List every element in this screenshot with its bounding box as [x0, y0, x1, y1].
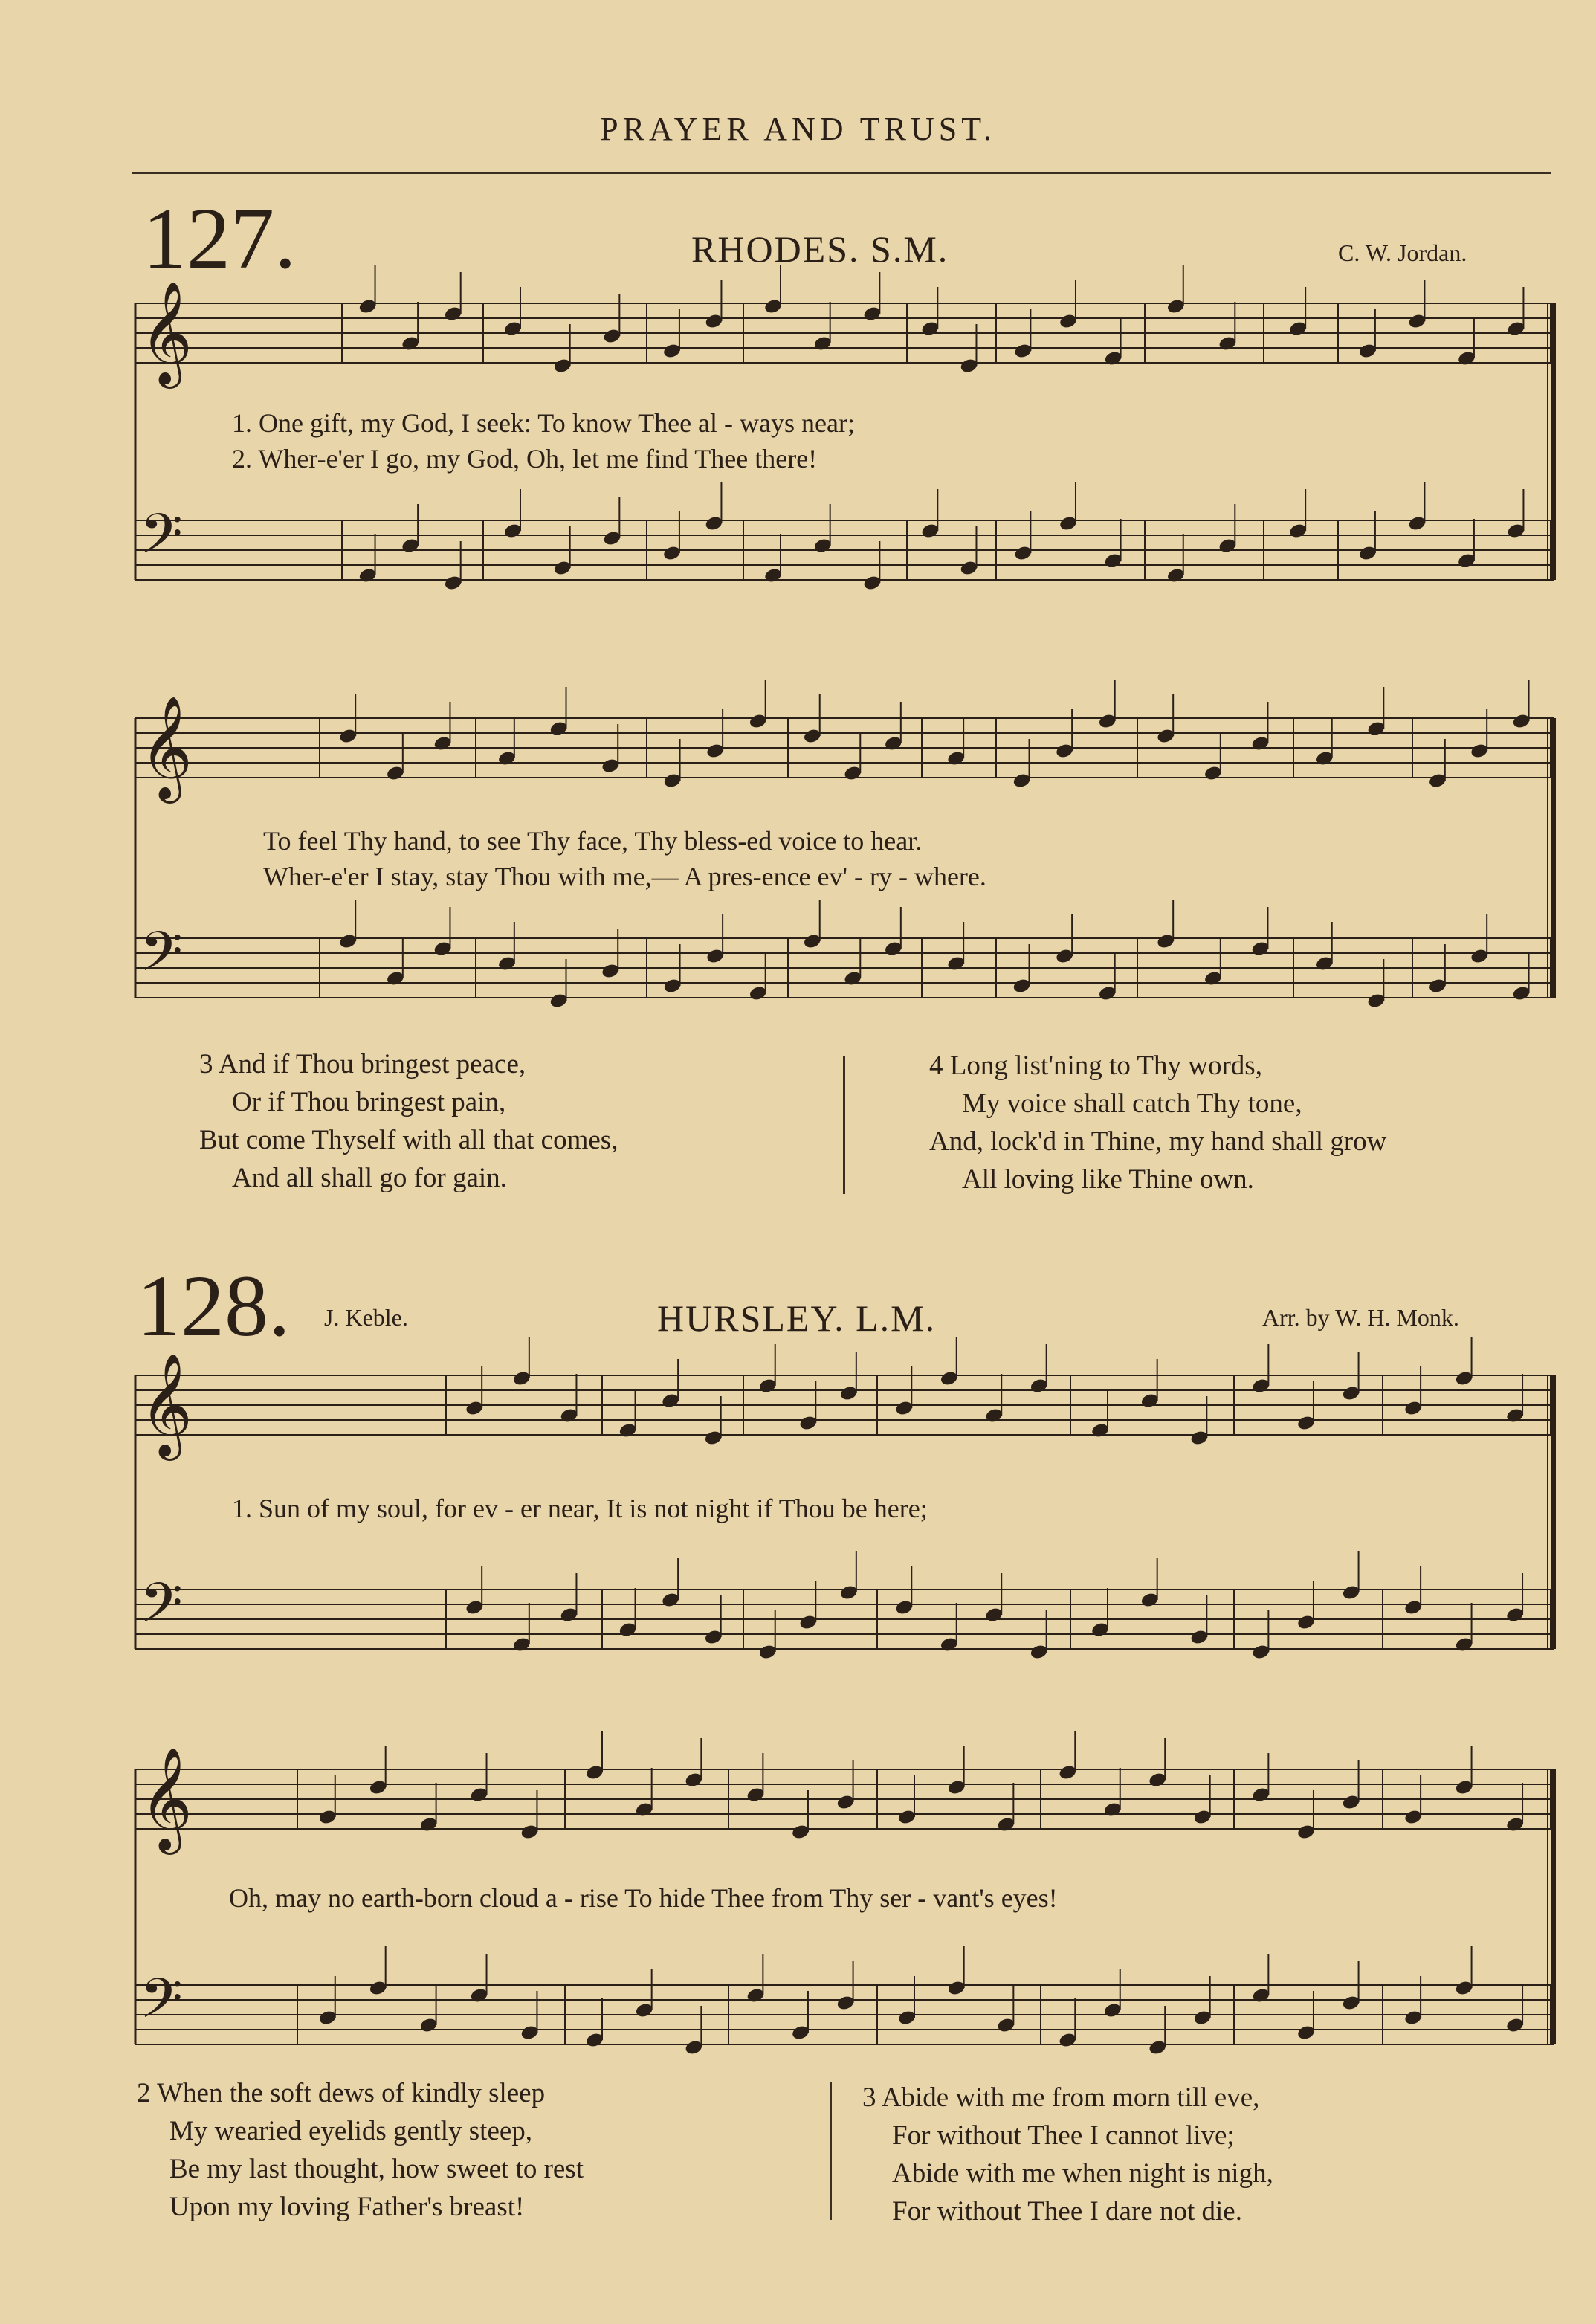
stanza-line: And if Thou bringest peace, [218, 1049, 526, 1079]
treble-clef-icon: 𝄞 [140, 1747, 193, 1850]
hymn-127-stanza-3 [199, 1045, 618, 1197]
hymn-127-line2-verse1: To feel Thy hand, to see Thy face, Thy bless-ed voice to hear. [263, 826, 923, 856]
bass-clef-icon: 𝄢 [140, 920, 183, 998]
hymn-127-composer: C. W. Jordan. [1338, 239, 1467, 266]
hymn-127-line1-verse2: 2. Wher-e'er I go, my God, Oh, let me find Thee there! [232, 444, 818, 474]
bass-clef-icon: 𝄢 [140, 1571, 183, 1649]
stanza-number: 4 [929, 1050, 943, 1081]
stanza-line: But come Thyself with all that comes, [199, 1125, 618, 1155]
hymn-128-line1-verse1: 1. Sun of my soul, for ev - er near, It is not night if Thou be here; [232, 1494, 928, 1523]
treble-clef-icon: 𝄞 [140, 696, 193, 799]
page-header: PRAYER AND TRUST. [600, 111, 996, 147]
stanza-line: All loving like Thine own. [962, 1164, 1254, 1195]
stanza-number: 3 [862, 2082, 876, 2113]
hymn-128-tune: HURSLEY. L.M. [657, 1297, 937, 1339]
header-rule [132, 172, 1551, 174]
bass-clef-icon: 𝄢 [140, 502, 183, 580]
stanza-line: And all shall go for gain. [232, 1163, 507, 1193]
hymn-127-tune: RHODES. S.M. [691, 228, 949, 270]
treble-clef-icon: 𝄞 [140, 1353, 193, 1456]
hymn-128-number: 128. [137, 1257, 291, 1355]
stanza-line: Or if Thou bringest pain, [232, 1087, 506, 1117]
stanza-line: For without Thee I cannot live; [892, 2120, 1235, 2151]
hymn-127-line2-verse2: Wher-e'er I stay, stay Thou with me,— A pres-ence ev' - ry - where. [263, 862, 986, 891]
stanza-line: Abide with me when night is nigh, [892, 2158, 1273, 2189]
hymn-128-line2-verse1: Oh, may no earth-born cloud a - rise To hide Thee from Thy ser - vant's eyes! [229, 1883, 1058, 1913]
hymn-128-composer: Arr. by W. H. Monk. [1262, 1304, 1459, 1331]
stanza-line: My voice shall catch Thy tone, [962, 1088, 1302, 1119]
bass-clef-icon: 𝄢 [140, 1966, 183, 2044]
stanza-line: Upon my loving Father's breast! [169, 2192, 525, 2222]
hymn-127-line1-verse1: 1. One gift, my God, I seek: To know Thee al - ways near; [232, 408, 855, 438]
stanza-number: 2 [137, 2078, 151, 2108]
stanza-line: Be my last thought, how sweet to rest [169, 2154, 584, 2184]
stanza-line: And, lock'd in Thine, my hand shall grow [929, 1126, 1387, 1157]
stanza-divider [843, 1056, 845, 1194]
stanza-line: Abide with me from morn till eve, [881, 2082, 1260, 2113]
hymn-127-stanza-4 [929, 1047, 1386, 1198]
stanza-divider [830, 2082, 832, 2220]
hymn-128-stanza-2 [137, 2074, 584, 2226]
hymn-128-stanza-3 [862, 2079, 1273, 2230]
stanza-number: 3 [199, 1049, 213, 1079]
stanza-line: Long list'ning to Thy words, [949, 1050, 1262, 1081]
stanza-line: For without Thee I dare not die. [892, 2196, 1242, 2227]
hymn-127-number: 127. [143, 190, 297, 287]
hymn-128-author: J. Keble. [324, 1304, 408, 1331]
stanza-line: My wearied eyelids gently steep, [169, 2116, 533, 2146]
treble-clef-icon: 𝄞 [140, 281, 193, 384]
stanza-line: When the soft dews of kindly sleep [157, 2078, 546, 2108]
